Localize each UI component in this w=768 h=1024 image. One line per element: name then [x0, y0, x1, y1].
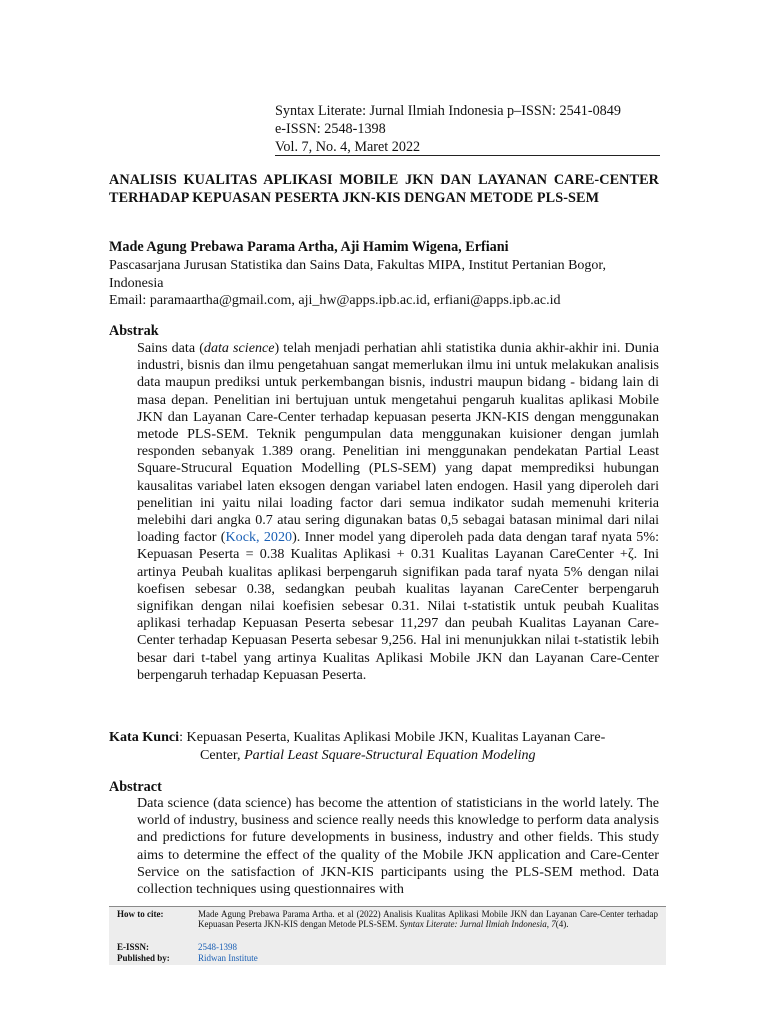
affiliation-country: Indonesia [109, 275, 164, 291]
cite-issue: (4). [555, 919, 569, 930]
affiliation-line: Pascasarjana Jurusan Statistika dan Sains Data, Fakultas MIPA, Institut Pertanian Bogor, [109, 258, 607, 273]
abstrak-text-part: Sains data ( [137, 340, 204, 356]
journal-name-issn: Syntax Literate: Jurnal Ilmiah Indonesia p–ISSN: 2541-0849 [275, 103, 621, 119]
abstrak-heading: Abstrak [109, 323, 159, 339]
abstract-text [137, 795, 659, 898]
publisher-label: Published by: [117, 953, 170, 963]
author-emails: Email: paramaartha@gmail.com, aji_hw@apps.ipb.ac.id, erfiani@apps.ipb.ac.id [109, 293, 561, 308]
how-to-cite-text [198, 909, 658, 930]
paper-title: ANALISIS KUALITAS APLIKASI MOBILE JKN DAN LAYANAN CARE-CENTER TERHADAP KEPUASAN PESERTA JKN-KIS DENGAN METODE PLS-SEM [109, 172, 659, 206]
header-divider [275, 155, 660, 156]
abstrak-text [137, 340, 659, 684]
keywords-label: Kata Kunci [109, 729, 180, 745]
journal-eissn: e-ISSN: 2548-1398 [275, 121, 386, 137]
how-to-cite-label: How to cite: [117, 909, 164, 919]
cite-journal-italic: Syntax Literate: Jurnal Ilmiah Indonesia, 7 [399, 919, 556, 930]
author-list: Made Agung Prebawa Parama Artha, Aji Hamim Wigena, Erfiani [109, 239, 509, 255]
abstract-heading: Abstract [109, 779, 162, 795]
abstrak-text-part: ). Inner model yang diperoleh pada data dengan taraf nyata 5%: Kepuasan Peserta = 0.38 Kualitas Aplikasi + 0.31 Kualitas Layanan CareCenter +ζ. Ini artinya Peubah kualitas aplikasi berpengaruh signifikan pada taraf nyata 5% dengan nilai koefisen sebesar 0.38, sedangkan peubah kualitas layanan CareCenter berpengaruh signifikan dengan nilai koefisien sebesar 0.31. Nilai t-statistik untuk peubah Kualitas aplikasi terhadap Kepuasan Peserta sebesar 11,297 dan peubah Kualitas Layanan Care-Center terhadap Kepuasan Peserta sebesar 9,256. Hal ini menunjukkan nilai t-statistik lebih besar dari t-tabel yang artinya Kualitas Aplikasi Mobile JKN dan Layanan Care-Center berpengaruh terhadap Kepuasan Peserta. [137, 529, 660, 683]
keywords-text: Center, [200, 746, 245, 763]
keywords-italic-text: Partial Least Square-Structural Equation Modeling [244, 746, 536, 763]
publisher-link[interactable]: Ridwan Institute [198, 953, 258, 963]
journal-volume: Vol. 7, No. 4, Maret 2022 [275, 139, 421, 155]
affiliation-block [109, 257, 669, 310]
abstrak-italic-term: data science [203, 340, 275, 356]
cite-text: Made Agung Prebawa Parama Artha. et al (2022) Analisis Kualitas Aplikasi Mobile JKN dan Layanan Care-Center terhadap Kepuasan Peserta JKN-KIS dengan Metode PLS-SEM. [198, 909, 658, 930]
citation-info-box [109, 906, 666, 965]
eissn-label: E-ISSN: [117, 942, 150, 952]
journal-header [275, 102, 660, 156]
eissn-link[interactable]: 2548-1398 [198, 942, 237, 952]
keywords-line2 [109, 747, 659, 765]
abstrak-text-part: ) telah menjadi perhatian ahli statistika dunia akhir-akhir ini. Dunia industri, bisnis dan ilmu pengetahuan sangat memerlukan ilmu ini untuk melakukan analisis data maupun prediksi untuk perkembangan bisnis, industri maupun bidang - bidang lain di masa depan. Penelitian ini bertujuan untuk mengetahui pengaruh kualitas aplikasi Mobile JKN dan Layanan Care-Center terhadap kepuasan peserta JKN-KIS dengan menggunakan metode PLS-SEM. Teknik pengumpulan data menggunakan kuisioner dengan jumlah responden sebanyak 1.389 orang. Penelitian ini menggunakan pendekatan Partial Least Square-Strucural Equation Modelling (PLS-SEM) yang dapat memprediksi hubungan kausalitas variabel laten eksogen dengan variabel laten endogen. Hasil yang diperoleh dari penelitian ini yaitu nilai loading factor dari semua indikator sudah memenuhi kriteria melebihi dari angka 0.7 atau sering digunakan batas 0,5 sebagai batasan minimal dari nilai loading factor ( [137, 340, 659, 546]
keywords-block [109, 729, 659, 764]
citation-link[interactable]: Kock, 2020 [225, 529, 293, 546]
abstract-paragraph: Data science (data science) has become the attention of statisticians in the world lately. The world of industry, business and science really needs this knowledge to perform data analysis and predictions for future developments in business, industry and other fields. This study aims to determine the effect of the quality of the Mobile JKN application and Care-Center Service on the satisfaction of JKN-KIS participants using the PLS-SEM method. Data collection techniques using questionnaires with [137, 795, 659, 898]
keywords-line1: : Kepuasan Peserta, Kualitas Aplikasi Mobile JKN, Kualitas Layanan Care- [179, 729, 606, 745]
